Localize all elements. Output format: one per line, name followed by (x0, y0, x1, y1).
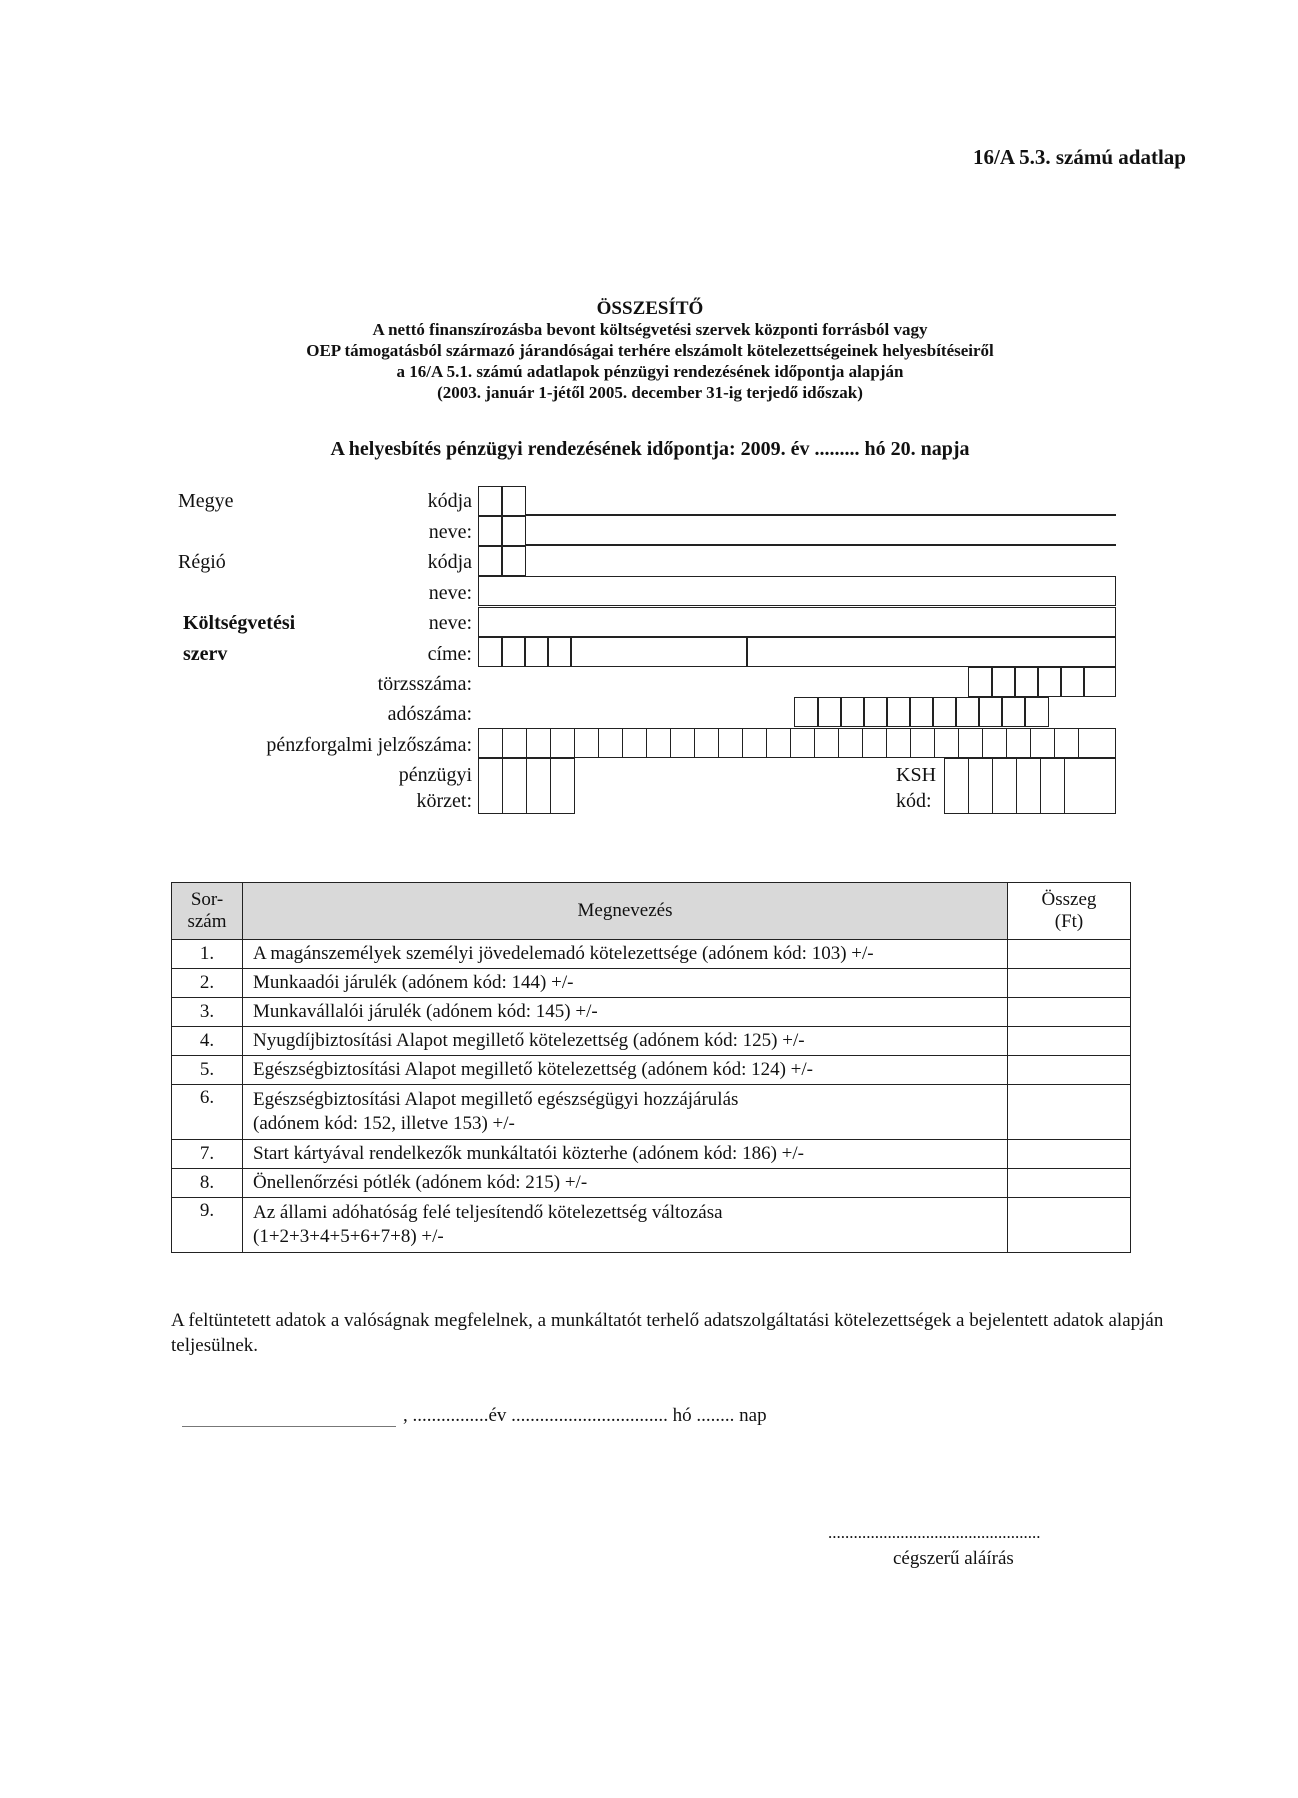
regio-neve-field[interactable] (478, 576, 1116, 606)
penzforgalmi-cell[interactable] (790, 728, 815, 758)
cime-cell[interactable] (547, 637, 572, 667)
torzsszam-cell[interactable] (1037, 667, 1062, 697)
koltsegvetesi-label: Költségvetési (183, 612, 296, 634)
adoszam-cell[interactable] (932, 697, 957, 727)
penzforgalmi-label: pénzforgalmi jelzőszáma: (266, 734, 472, 756)
megye-kodja-label: kódja (427, 490, 472, 512)
row-number: 1. (172, 940, 243, 969)
penzforgalmi-cell[interactable] (574, 728, 599, 758)
osszeg-header (1008, 883, 1131, 940)
amount-cell[interactable] (1008, 1056, 1131, 1085)
penzforgalmi-cell[interactable] (526, 728, 551, 758)
amount-cell[interactable] (1008, 940, 1131, 969)
row-number: 2. (172, 969, 243, 998)
adoszam-cell[interactable] (840, 697, 865, 727)
penzugyi-korzet-cell[interactable] (502, 758, 527, 814)
ksh-label: KSH (896, 764, 937, 786)
signature-label: cégszerű aláírás (893, 1548, 1014, 1569)
title-line: A nettó finanszírozásba bevont költségvetési szervek központi forrásból vagy (372, 320, 928, 339)
amount-cell[interactable] (1008, 998, 1131, 1027)
cime-cell[interactable] (501, 637, 526, 667)
penzforgalmi-cell[interactable] (622, 728, 647, 758)
szerv-label: szerv (183, 643, 228, 665)
penzforgalmi-cell[interactable] (862, 728, 887, 758)
sorszam-header (172, 883, 243, 940)
adoszam-cell[interactable] (794, 697, 819, 727)
row-description: Start kártyával rendelkezők munkáltatói közterhe (adónem kód: 186) +/- (243, 1140, 1008, 1169)
row-number: 8. (172, 1169, 243, 1198)
adoszam-cell[interactable] (1024, 697, 1049, 727)
penzforgalmi-cell[interactable] (1030, 728, 1055, 758)
penzugyi-korzet-cell[interactable] (478, 758, 503, 814)
amount-cell[interactable] (1008, 1140, 1131, 1169)
szerv-neve-field[interactable] (478, 607, 1116, 637)
row-number: 5. (172, 1056, 243, 1085)
table-row (172, 1085, 1131, 1140)
table-row (172, 1198, 1131, 1253)
row-description (243, 1085, 1008, 1140)
penzforgalmi-cell[interactable] (646, 728, 671, 758)
ksh-kod-cell[interactable] (1016, 758, 1041, 814)
row-description: Egészségbiztosítási Alapot megillető kötelezettség (adónem kód: 124) +/- (243, 1056, 1008, 1085)
date-fill-line: , ................év ................................. hó ........ nap (403, 1405, 767, 1426)
penzforgalmi-cell[interactable] (598, 728, 623, 758)
place-field[interactable] (182, 1426, 396, 1427)
table-row (172, 1027, 1131, 1056)
row-number: 6. (172, 1085, 243, 1140)
penzforgalmi-cell[interactable] (1078, 728, 1116, 758)
cime-cell[interactable] (478, 637, 503, 667)
row-number: 4. (172, 1027, 243, 1056)
adoszam-cell[interactable] (863, 697, 888, 727)
adoszam-cell[interactable] (909, 697, 934, 727)
penzugyi-korzet-cell[interactable] (526, 758, 551, 814)
sorszam-header-line: szám (187, 911, 227, 932)
row-description: Önellenőrzési pótlék (adónem kód: 215) +/- (243, 1169, 1008, 1198)
adoszam-cell[interactable] (817, 697, 842, 727)
row-description-line: (adónem kód: 152, illetve 153) +/- (253, 1113, 515, 1134)
megye-neve-label: neve: (428, 521, 472, 543)
declaration-text: A feltüntetett adatok a valóságnak megfelelnek, a munkáltatót terhelő adatszolgáltatási kötelezettségek a bejelentett adatok alapján teljesülnek. (171, 1310, 1164, 1356)
penzforgalmi-cell[interactable] (838, 728, 863, 758)
kod-label: kód: (896, 790, 932, 812)
row-description-line: Az állami adóhatóság felé teljesítendő kötelezettség változása (253, 1202, 723, 1223)
row-description: Munkaadói járulék (adónem kód: 144) +/- (243, 969, 1008, 998)
table-row (172, 1056, 1131, 1085)
penzugyi-korzet-cell[interactable] (550, 758, 575, 814)
ksh-kod-cell[interactable] (944, 758, 969, 814)
torzsszam-cell[interactable] (1060, 667, 1085, 697)
korzet-label: körzet: (416, 790, 472, 812)
regio-neve-label: neve: (428, 582, 472, 604)
megnevezes-header: Megnevezés (243, 883, 1008, 940)
row-number: 9. (172, 1198, 243, 1253)
row-number: 3. (172, 998, 243, 1027)
penzforgalmi-cell[interactable] (718, 728, 743, 758)
table-row (172, 1169, 1131, 1198)
title-line: (2003. január 1-jétől 2005. december 31-ig terjedő időszak) (437, 383, 863, 402)
amount-cell[interactable] (1008, 1198, 1131, 1253)
signature-line[interactable]: .................................................. (828, 1523, 1041, 1542)
penzugyi-label: pénzügyi (398, 764, 472, 786)
settlement-date-line: A helyesbítés pénzügyi rendezésének időpontja: 2009. év ......... hó 20. napja (330, 438, 970, 460)
penzforgalmi-cell[interactable] (910, 728, 935, 758)
penzforgalmi-cell[interactable] (766, 728, 791, 758)
regio-kodja-label: kódja (427, 551, 472, 573)
form-id: 16/A 5.3. számú adatlap (973, 145, 1186, 169)
megye-neve-line (526, 544, 1116, 546)
penzforgalmi-cell[interactable] (742, 728, 767, 758)
penzforgalmi-cell[interactable] (1006, 728, 1031, 758)
penzforgalmi-cell[interactable] (886, 728, 911, 758)
penzforgalmi-cell[interactable] (814, 728, 839, 758)
table-row (172, 1140, 1131, 1169)
megye-label: Megye (178, 490, 234, 512)
title-heading: ÖSSZESÍTŐ (596, 298, 704, 319)
torzsszam-cell[interactable] (991, 667, 1016, 697)
row-description: Munkavállalói járulék (adónem kód: 145) +/- (243, 998, 1008, 1027)
osszeg-header-line: Összeg (1041, 889, 1097, 910)
title-line: OEP támogatásból származó járandóságai terhére elszámolt kötelezettségeinek helyesbítéseiről (306, 341, 994, 360)
table-row (172, 998, 1131, 1027)
penzforgalmi-cell[interactable] (502, 728, 527, 758)
ksh-kod-cell[interactable] (968, 758, 993, 814)
szerv-cime-label: címe: (427, 643, 472, 665)
cime-cell[interactable] (524, 637, 549, 667)
megye-kod-cell[interactable] (501, 486, 526, 516)
cime-field[interactable] (570, 637, 748, 667)
table-header-row (172, 883, 1131, 940)
osszeg-header-line: (Ft) (1054, 911, 1084, 932)
megye-neve-cell[interactable] (501, 516, 526, 546)
table-row (172, 969, 1131, 998)
torzsszam-cell[interactable] (1083, 667, 1116, 697)
row-description: Nyugdíjbiztosítási Alapot megillető kötelezettség (adónem kód: 125) +/- (243, 1027, 1008, 1056)
torzsszam-cell[interactable] (968, 667, 993, 697)
penzforgalmi-cell[interactable] (550, 728, 575, 758)
amount-cell[interactable] (1008, 1085, 1131, 1140)
row-description-line: (1+2+3+4+5+6+7+8) +/- (253, 1226, 444, 1247)
megye-kod-line (526, 514, 1116, 516)
sorszam-header-line: Sor- (190, 889, 224, 910)
penzforgalmi-cell[interactable] (1054, 728, 1079, 758)
ksh-kod-cell[interactable] (992, 758, 1017, 814)
adoszama-label: adószáma: (387, 703, 472, 725)
megye-neve-cell[interactable] (478, 516, 503, 546)
amount-cell[interactable] (1008, 969, 1131, 998)
title-line: a 16/A 5.1. számú adatlapok pénzügyi rendezésének időpontja alapján (396, 362, 904, 381)
title-block (150, 298, 1150, 403)
adoszam-cell[interactable] (886, 697, 911, 727)
penzforgalmi-cell[interactable] (694, 728, 719, 758)
penzforgalmi-cell[interactable] (478, 728, 503, 758)
penzforgalmi-cell[interactable] (958, 728, 983, 758)
penzforgalmi-cell[interactable] (934, 728, 959, 758)
row-description: A magánszemélyek személyi jövedelemadó kötelezettsége (adónem kód: 103) +/- (243, 940, 1008, 969)
cime-field[interactable] (746, 637, 1116, 667)
ksh-kod-cell[interactable] (1064, 758, 1116, 814)
amount-cell[interactable] (1008, 1169, 1131, 1198)
penzforgalmi-cell[interactable] (982, 728, 1007, 758)
torzsszam-cell[interactable] (1014, 667, 1039, 697)
szerv-neve-label: neve: (428, 612, 472, 634)
adoszam-cell[interactable] (955, 697, 980, 727)
adoszam-cell[interactable] (978, 697, 1003, 727)
torzsszama-label: törzsszáma: (377, 673, 472, 695)
row-description (243, 1198, 1008, 1253)
table-row (172, 940, 1131, 969)
penzforgalmi-cell[interactable] (670, 728, 695, 758)
summary-table (171, 882, 1131, 1253)
megye-kod-cell[interactable] (478, 486, 503, 516)
regio-kod-cell[interactable] (501, 546, 526, 576)
adoszam-cell[interactable] (1001, 697, 1026, 727)
regio-kod-cell[interactable] (478, 546, 503, 576)
row-number: 7. (172, 1140, 243, 1169)
ksh-kod-cell[interactable] (1040, 758, 1065, 814)
row-description-line: Egészségbiztosítási Alapot megillető egészségügyi hozzájárulás (253, 1089, 739, 1110)
amount-cell[interactable] (1008, 1027, 1131, 1056)
regio-label: Régió (178, 551, 226, 573)
